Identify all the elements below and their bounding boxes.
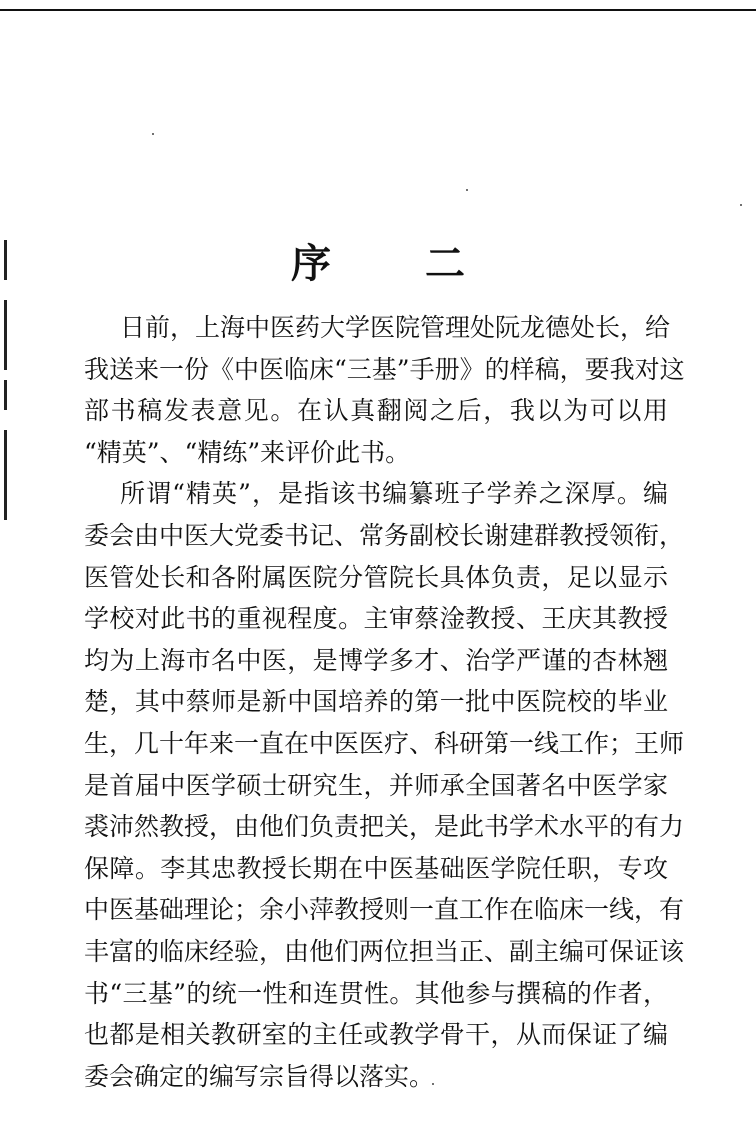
text-line: 均为上海市名中医，是博学多才、治学严谨的杏林翘 bbox=[84, 645, 668, 675]
text-line: “精英”、“精练”来评价此书。 bbox=[84, 437, 411, 467]
scan-speck bbox=[740, 204, 742, 206]
page-title: 序 二 bbox=[291, 240, 505, 287]
text-line: 所谓“精英”，是指该书编纂班子学养之深厚。编 bbox=[120, 479, 668, 509]
text-line: 书“三基”的统一性和连贯性。其他参与撰稿的作者， bbox=[84, 978, 668, 1008]
scan-edge-mark bbox=[4, 380, 7, 410]
text-line: 也都是相关教研室的主任或教学骨干，从而保证了编 bbox=[84, 1020, 668, 1050]
scan-speck bbox=[152, 133, 154, 135]
text-line: 丰富的临床经验，由他们两位担当正、副主编可保证该 bbox=[84, 936, 685, 966]
text-line: 部书稿发表意见。在认真翻阅之后，我以为可以用 bbox=[84, 396, 668, 426]
scan-edge-mark bbox=[4, 430, 7, 520]
header-rule bbox=[0, 9, 756, 11]
text-line: 是首届中医学硕士研究生，并师承全国著名中医学家 bbox=[84, 770, 668, 800]
text-line: 医管处长和各附属医院分管院长具体负责，足以显示 bbox=[84, 562, 668, 592]
text-line: 委会确定的编写宗旨得以落实。 bbox=[84, 1061, 435, 1091]
text-line: 保障。李其忠教授长期在中医基础医学院任职，专攻 bbox=[84, 853, 668, 883]
body-text bbox=[84, 307, 685, 1097]
text-line: 中医基础理论；余小萍教授则一直工作在临床一线，有 bbox=[84, 895, 685, 925]
scan-speck bbox=[466, 189, 468, 191]
scan-edge-mark bbox=[4, 300, 7, 370]
text-line: 日前，上海中医药大学医院管理处阮龙德处长，给 bbox=[120, 313, 671, 342]
text-line: 楚，其中蔡师是新中国培养的第一批中医院校的毕业 bbox=[84, 687, 668, 717]
text-line: 委会由中医大党委书记、常务副校长谢建群教授领衔， bbox=[84, 520, 685, 550]
text-line: 学校对此书的重视程度。主审蔡淦教授、王庆其教授 bbox=[84, 604, 668, 634]
text-line: 我送来一份《中医临床“三基”手册》的样稿，要我对这 bbox=[84, 354, 685, 384]
text-line: 裘沛然教授，由他们负责把关，是此书学术水平的有力 bbox=[84, 812, 685, 842]
text-line: 生，几十年来一直在中医医疗、科研第一线工作；王师 bbox=[84, 728, 685, 758]
